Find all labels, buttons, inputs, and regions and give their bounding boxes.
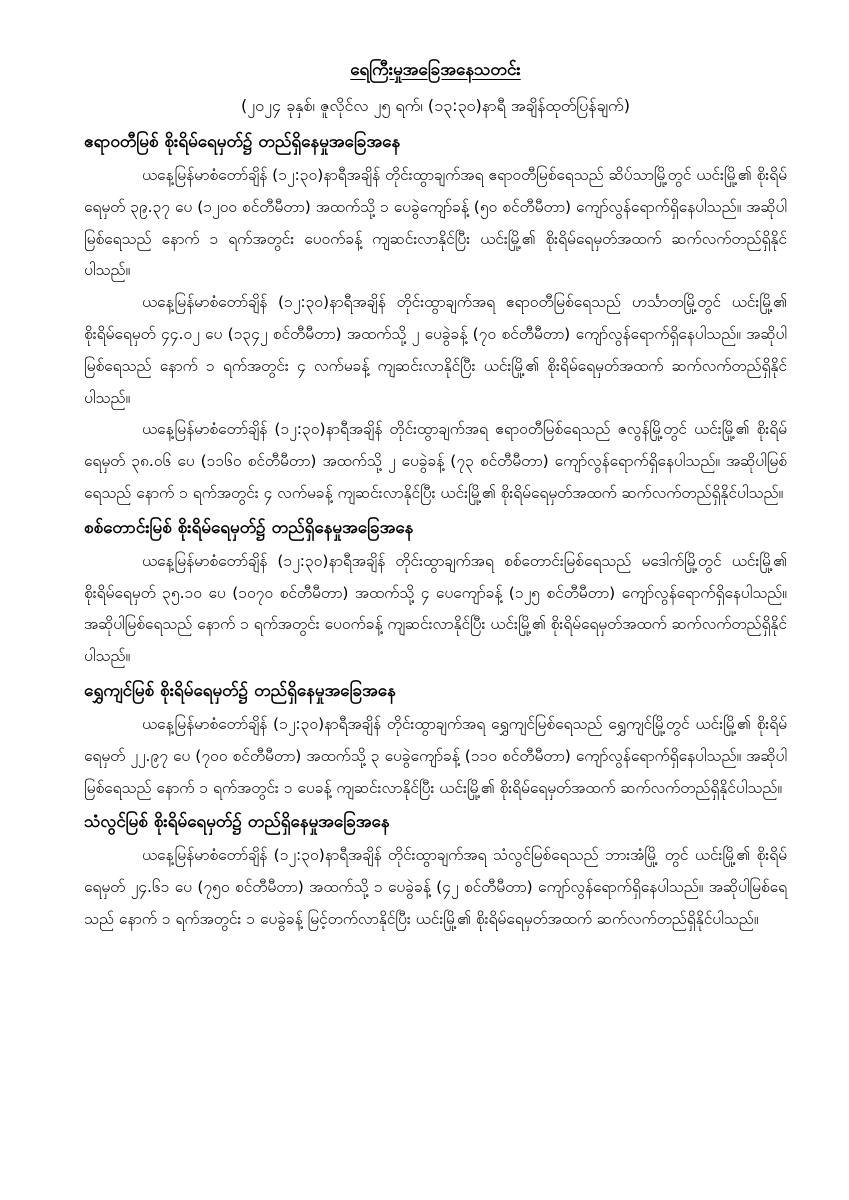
paragraph: ယနေ့မြန်မာစံတော်ချိန် (၁၂:၃၀)နာရီအချိန် တိုင်းထွာချက်အရ ဧရာဝတီမြစ်ရေသည် ဇလွန်မြို့တွင် ယင်းမြို့၏ စိုးရိမ်ရေမှတ် ၃၈.၀၆ ပေ (၁၁၆၀ စင်တီမီတာ) အထက်သို့ ၂ ပေခွဲခန့် (၇၃ စင်တီမီတာ) ကျော်လွန်ရောက်ရှိနေပါသည်။ အဆိုပါမြစ်ရေသည် နောက် ၁ ရက်အတွင်း ၄ လက်မခန့် ကျဆင်းလာနိုင်ပြီး ယင်းမြို့၏ စိုးရိမ်ရေမှတ်အထက် ဆက်လက်တည်ရှိနိုင်ပါသည်။ <box>84 420 787 502</box>
section-heading: သံလွင်မြစ် စိုးရိမ်ရေမှတ်၌ တည်ရှိနေမှုအခြေအနေ <box>84 812 390 833</box>
section-irrawaddy <box>84 124 787 510</box>
paragraph: ယနေ့မြန်မာစံတော်ချိန် (၁၂:၃၀)နာရီအချိန် တိုင်းထွာချက်အရ သံလွင်မြစ်ရေသည် ဘားအံမြို့ တွင် ယင်းမြို့၏ စိုးရိမ်ရေမှတ် ၂၄.၆၁ ပေ (၇၅၀ စင်တီမီတာ) အထက်သို့ ၁ ပေခွဲခန့် (၄၂ စင်တီမီတာ) ကျော်လွန်ရောက်ရှိနေပါသည်။ အဆိုပါမြစ်ရေသည် နောက် ၁ ရက်အတွင်း ၁ ပေခွဲခန့် မြင့်တက်လာနိုင်ပြီး ယင်းမြို့၏ စိုးရိမ်ရေမှတ်အထက် ဆက်လက်တည်ရှိနိုင်ပါသည်။ <box>84 846 787 928</box>
paragraph: ယနေ့မြန်မာစံတော်ချိန် (၁၂:၃၀)နာရီအချိန် တိုင်းထွာချက်အရ စစ်တောင်းမြစ်ရေသည် မဒေါက်မြို့တွင် ယင်းမြို့၏ စိုးရိမ်ရေမှတ် ၃၅.၁၀ ပေ (၁၀၇၀ စင်တီမီတာ) အထက်သို့ ၄ ပေကျော်ခန့် (၁၂၅ စင်တီမီတာ) ကျော်လွန်ရောက်ရှိနေပါသည်။ အဆိုပါမြစ်ရေသည် နောက် ၁ ရက်အတွင်း ပေဝက်ခန့် ကျဆင်းလာနိုင်ပြီး ယင်းမြို့၏ စိုးရိမ်ရေမှတ်အထက် ဆက်လက်တည်ရှိနိုင်ပါသည်။ <box>84 551 787 666</box>
paragraph: ယနေ့မြန်မာစံတော်ချိန် (၁၂:၃၀)နာရီအချိန် တိုင်းထွာချက်အရ ဧရာဝတီမြစ်ရေသည် ဆိပ်သာမြို့တွင် ယင်းမြို့၏ စိုးရိမ်ရေမှတ် ၃၉.၃၇ ပေ (၁၂၀၀ စင်တီမီတာ) အထက်သို့ ၁ ပေခွဲကျော်ခန့် (၅၀ စင်တီမီတာ) ကျော်လွန်ရောက်ရှိနေပါသည်။ အဆိုပါမြစ်ရေသည် နောက် ၁ ရက်အတွင်း ပေဝက်ခန့် ကျဆင်းလာနိုင်ပြီး ယင်းမြို့၏ စိုးရိမ်ရေမှတ်အထက် ဆက်လက်တည်ရှိနိုင်ပါသည်။ <box>84 166 787 280</box>
document-title: ရေကြီးမှုအခြေအနေသတင်း <box>350 60 521 80</box>
section-heading: ဧရာဝတီမြစ် စိုးရိမ်ရေမှတ်၌ တည်ရှိနေမှုအခြေအနေ <box>84 132 401 152</box>
section-thanlwin <box>84 804 787 935</box>
document-subtitle: (၂၀၂၄ ခုနှစ်၊ ဇူလိုင်လ ၂၅ ရက်၊ (၁၃:၃၀)နာရီ အချိန်ထုတ်ပြန်ချက်) <box>241 96 630 115</box>
section-heading: စစ်တောင်းမြစ် စိုးရိမ်ရေမှတ်၌ တည်ရှိနေမှုအခြေအနေ <box>84 517 414 538</box>
paragraph: ယနေ့မြန်မာစံတော်ချိန် (၁၂:၃၀)နာရီအချိန် တိုင်းထွာချက်အရ ရွှေကျင်မြစ်ရေသည် ရွှေကျင်မြို့တွင် ယင်းမြို့၏ စိုးရိမ်ရေမှတ် ၂၂.၉၇ ပေ (၇၀၀ စင်တီမီတာ) အထက်သို့ ၃ ပေခွဲကျော်ခန့် (၁၁၀ စင်တီမီတာ) ကျော်လွန်ရောက်ရှိနေပါသည်။ အဆိုပါမြစ်ရေသည် နောက် ၁ ရက်အတွင်း ၁ ပေခန့် ကျဆင်းလာနိုင်ပြီး ယင်းမြို့၏ စိုးရိမ်ရေမှတ်အထက် ဆက်လက်တည်ရှိနိုင်ပါသည်။ <box>84 714 787 797</box>
section-shwegyin <box>84 673 787 804</box>
section-sittaung <box>84 510 787 673</box>
paragraph: ယနေ့မြန်မာစံတော်ချိန် (၁၂:၃၀)နာရီအချိန် တိုင်းထွာချက်အရ ဧရာဝတီမြစ်ရေသည် ဟင်္သာတမြို့တွင် ယင်းမြို့၏ စိုးရိမ်ရေမှတ် ၄၄.၀၂ ပေ (၁၃၄၂ စင်တီမီတာ) အထက်သို့ ၂ ပေခွဲခန့် (၇၀ စင်တီမီတာ) ကျော်လွန်ရောက်ရှိနေပါသည်။ အဆိုပါမြစ်ရေသည် နောက် ၁ ရက်အတွင်း ၄ လက်မခန့် ကျဆင်းလာနိုင်ပြီး ယင်းမြို့၏ စိုးရိမ်ရေမှတ်အထက် ဆက်လက်တည်ရှိနိုင်ပါသည်။ <box>84 293 787 407</box>
section-heading: ရွှေကျင်မြစ် စိုးရိမ်ရေမှတ်၌ တည်ရှိနေမှုအခြေအနေ <box>84 680 396 701</box>
